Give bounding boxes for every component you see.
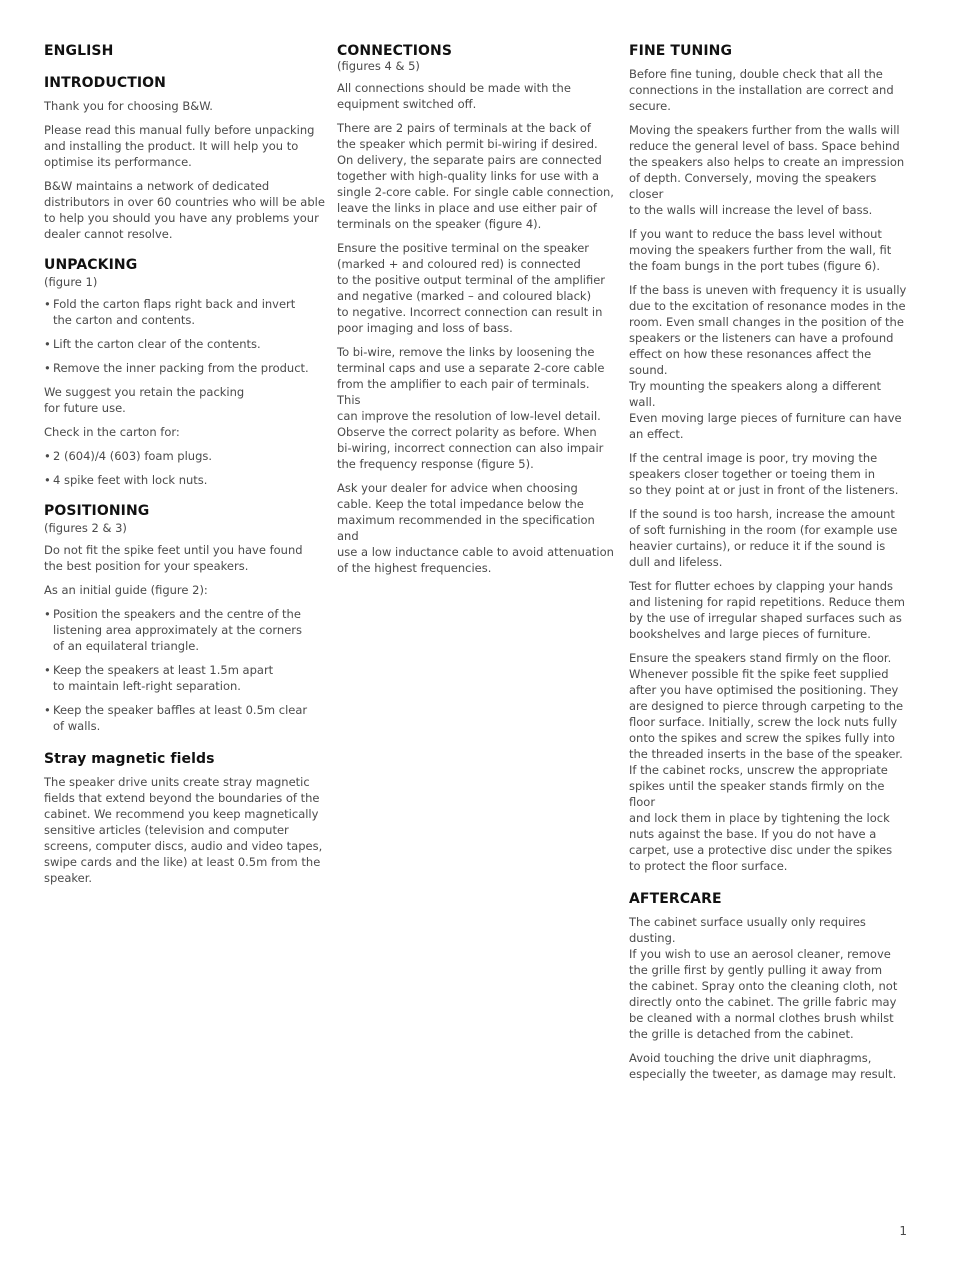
connections-paragraph-1: All connections should be made with the equipment switched off. xyxy=(337,81,571,111)
fine-tuning-paragraph-8: Ensure the speakers stand firmly on the floor. Whenever possible fit the spike feet supplied after you have optimised the positioning. They are designed to pierce through carpeting to the floor surface. Initially, screw the lock nuts fully onto the spikes and screw the spikes fully into the threaded inserts in the base of the speaker. If the cabinet rocks, unscrew the appropriate spikes until the speaker stands firmly on the floor and lock them in place by tightening the lock nuts against the base. If you do not have a carpet, use a protective disc under the spikes to protect the floor surface. xyxy=(629,651,904,873)
bullet-mark: • xyxy=(44,607,51,621)
bullet-mark: • xyxy=(44,473,51,487)
aftercare-paragraph-2: Avoid touching the drive unit diaphragms, especially the tweeter, as damage may result. xyxy=(629,1051,897,1081)
fine-tuning-paragraph-6: If the sound is too harsh, increase the amount of soft furnishing in the room (for example use heavier curtains), or reduce it if the sound is dull and lifeless. xyxy=(629,507,898,569)
column-left xyxy=(44,40,326,894)
bullet-mark: • xyxy=(44,449,51,463)
carton-contents-item xyxy=(44,472,326,488)
fine-tuning-paragraph-4: If the bass is uneven with frequency it is usually due to the excitation of resonance modes in the room. Even small changes in the position of the speakers or the listeners can have a profound effect on how these resonances affect the sound. Try mounting the speakers along a different wall. Even moving large pieces of furniture can have an effect. xyxy=(629,283,907,441)
bullet-mark: • xyxy=(44,703,51,717)
connections-paragraph-3: Ensure the positive terminal on the speaker (marked + and coloured red) is connected to the positive output terminal of the amplifier and negative (marked – and coloured black) to negative. Incorrect connection can result in poor imaging and loss of bass. xyxy=(337,241,606,335)
fine-tuning-paragraph-3: If you want to reduce the bass level without moving the speakers further from the wall, fit the foam bungs in the port tubes (figure 6). xyxy=(629,227,892,273)
positioning-paragraph-1: Do not fit the spike feet until you have found the best position for your speakers. xyxy=(44,543,303,573)
language-heading: ENGLISH xyxy=(44,43,114,59)
positioning-bullet xyxy=(44,662,326,694)
intro-paragraph-1: Thank you for choosing B&W. xyxy=(44,99,213,113)
positioning-paragraph-2: As an initial guide (figure 2): xyxy=(44,583,208,597)
column-middle xyxy=(337,40,615,584)
fine-tuning-paragraph-1: Before fine tuning, double check that all the connections in the installation are correct and secure. xyxy=(629,67,894,113)
bullet-mark: • xyxy=(44,297,51,311)
bullet-text: Keep the speakers at least 1.5m apart to maintain left-right separation. xyxy=(53,663,274,693)
connections-figure-ref: (figures 4 & 5) xyxy=(337,59,420,73)
column-right xyxy=(629,40,911,1090)
unpacking-heading: UNPACKING xyxy=(44,257,138,273)
unpacking-bullet xyxy=(44,360,326,376)
intro-paragraph-2: Please read this manual fully before unpacking and installing the product. It will help you to optimise its performance. xyxy=(44,123,315,169)
aftercare-heading: AFTERCARE xyxy=(629,891,722,907)
bullet-text: Position the speakers and the centre of the listening area approximately at the corners of an equilateral triangle. xyxy=(53,607,302,653)
unpacking-paragraph-1: We suggest you retain the packing for future use. xyxy=(44,385,245,415)
positioning-heading: POSITIONING xyxy=(44,503,150,519)
fine-tuning-heading: FINE TUNING xyxy=(629,43,733,59)
aftercare-paragraph-1: The cabinet surface usually only requires dusting. If you wish to use an aerosol cleaner, remove the grille first by gently pulling it away from the cabinet. Spray onto the cleaning cloth, not directly onto the cabinet. The grille fabric may be cleaned with a normal clothes brush whilst the grille is detached from the cabinet. xyxy=(629,915,898,1041)
positioning-bullet xyxy=(44,702,326,734)
bullet-mark: • xyxy=(44,663,51,677)
stray-fields-heading: Stray magnetic fields xyxy=(44,751,215,767)
unpacking-figure-ref: (figure 1) xyxy=(44,275,98,289)
stray-fields-section xyxy=(44,748,326,886)
bullet-text: Keep the speaker baffles at least 0.5m clear of walls. xyxy=(53,703,308,733)
bullet-text: 4 spike feet with lock nuts. xyxy=(53,473,208,487)
bullet-text: Remove the inner packing from the product. xyxy=(53,361,309,375)
connections-section xyxy=(337,40,615,576)
connections-paragraph-4: To bi-wire, remove the links by loosening the terminal caps and use a separate 2-core cable from the amplifier to each pair of terminals. This can improve the resolution of low-level detail. Observe the correct polarity as before. When bi-wiring, incorrect connection can also impair the frequency response (figure 5). xyxy=(337,345,605,471)
fine-tuning-paragraph-2: Moving the speakers further from the walls will reduce the general level of bass. Space behind the speakers also helps to create an impression of depth. Conversely, moving the speakers closer to the walls will increase the level of bass. xyxy=(629,123,905,217)
fine-tuning-paragraph-7: Test for flutter echoes by clapping your hands and listening for rapid repetitions. Reduce them by the use of irregular shaped surfaces such as bookshelves and large pieces of furniture. xyxy=(629,579,905,641)
bullet-text: Fold the carton flaps right back and invert the carton and contents. xyxy=(53,297,296,327)
introduction-heading: INTRODUCTION xyxy=(44,75,166,91)
unpacking-section xyxy=(44,256,326,488)
fine-tuning-section xyxy=(629,40,911,874)
positioning-section xyxy=(44,502,326,734)
carton-contents-item xyxy=(44,448,326,464)
unpacking-paragraph-2: Check in the carton for: xyxy=(44,425,180,439)
unpacking-bullet xyxy=(44,296,326,328)
introduction-section xyxy=(44,72,326,242)
connections-heading: CONNECTIONS xyxy=(337,43,453,59)
positioning-figure-ref: (figures 2 & 3) xyxy=(44,521,127,535)
unpacking-bullet xyxy=(44,336,326,352)
bullet-mark: • xyxy=(44,337,51,351)
positioning-bullet xyxy=(44,606,326,654)
connections-paragraph-5: Ask your dealer for advice when choosing cable. Keep the total impedance below the maximum recommended in the specification and use a low inductance cable to avoid attenuation of the highest frequencies. xyxy=(337,481,614,575)
aftercare-section xyxy=(629,888,911,1082)
bullet-text: Lift the carton clear of the contents. xyxy=(53,337,261,351)
bullet-mark: • xyxy=(44,361,51,375)
stray-fields-paragraph: The speaker drive units create stray magnetic fields that extend beyond the boundaries of the cabinet. We recommend you keep magnetically sensitive articles (television and computer screens, computer discs, audio and video tapes, swipe cards and the like) at least 0.5m from the speaker. xyxy=(44,775,323,885)
intro-paragraph-3: B&W maintains a network of dedicated distributors in over 60 countries who will be able to help you should you have any problems your dealer cannot resolve. xyxy=(44,179,325,241)
bullet-text: 2 (604)/4 (603) foam plugs. xyxy=(53,449,213,463)
fine-tuning-paragraph-5: If the central image is poor, try moving the speakers closer together or toeing them in so they point at or just in front of the listeners. xyxy=(629,451,899,497)
page-number: 1 xyxy=(899,1224,907,1238)
connections-paragraph-2: There are 2 pairs of terminals at the back of the speaker which permit bi-wiring if desired. On delivery, the separate pairs are connected together with high-quality links for use with a single 2-core cable. For single cable connection, leave the links in place and use either pair of terminals on the speaker (figure 4). xyxy=(337,121,614,231)
